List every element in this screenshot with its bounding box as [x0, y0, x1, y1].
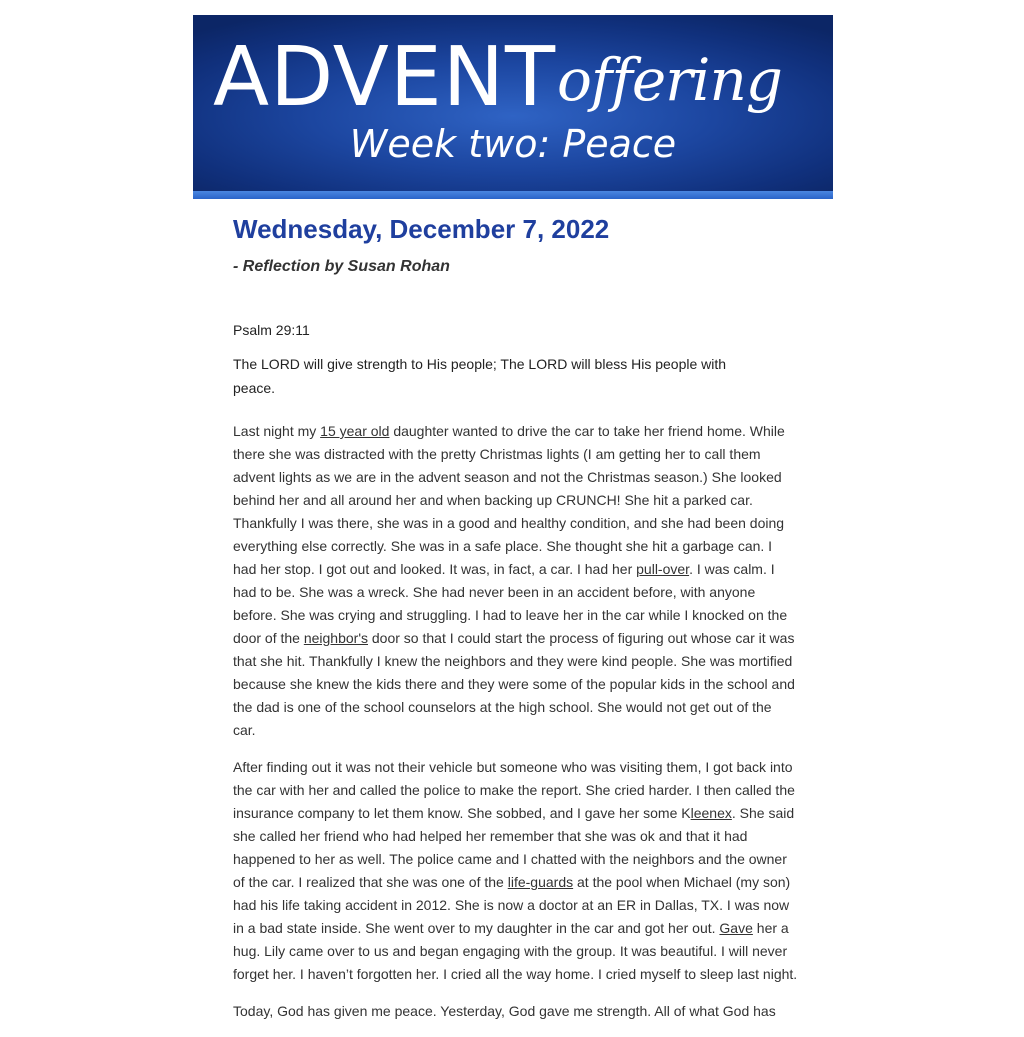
- underlined-phrase: pull-over: [636, 561, 690, 577]
- banner-subtitle: Week two: Peace: [349, 122, 677, 166]
- underlined-phrase: leenex: [690, 805, 732, 821]
- text-span: daughter wanted to drive the car to take her friend home. While there she was distracted with the pretty Christmas lights (I am getting her to call them advent lights as we are in the advent season and not the Christmas season.) She looked behind her and all around her and when backing up CRUNCH! She hit a parked car. Thankfully I was there, she was in a good and healthy condition, and she had been doing everything else correctly. She was in a safe place. She thought she hit a garbage can. I had her stop. I got out and looked. It was, in fact, a car. I had her: [233, 423, 785, 577]
- underlined-phrase: Gave: [719, 920, 753, 936]
- psalm-text: The LORD will give strength to His people; The LORD will bless His people with peace.: [233, 356, 727, 396]
- paragraph-1: [233, 420, 798, 742]
- paragraph-3: [233, 1000, 798, 1023]
- text-span: . I was calm. I had to be. She was a wreck. She had never been in an accident before, with anyone before. She was crying and struggling. I had to leave her in the car while I knocked on the door of the: [233, 561, 788, 646]
- paragraph-2: [233, 756, 798, 986]
- reflection-date: Wednesday, December 7, 2022: [233, 214, 610, 244]
- reflection-content: [233, 212, 798, 1037]
- advent-banner: [193, 15, 833, 199]
- reflection-byline: - Reflection by Susan Rohan: [233, 258, 450, 275]
- psalm-reference: Psalm 29:11: [233, 322, 310, 338]
- text-span: her a hug. Lily came over to us and began engaging with the group. It was beautiful. I will never forget her. I haven’t forgotten her. I cried all the way home. I cried myself to sleep last night.: [233, 920, 798, 982]
- underlined-phrase: life-guards: [507, 874, 574, 890]
- banner-title-script: offering: [557, 46, 782, 114]
- banner-bottom-strip: [193, 191, 833, 199]
- text-span: Last night my: [233, 423, 321, 439]
- text-span: door so that I could start the process of figuring out whose car it was that she hit. Thankfully I knew the neighbors and they were kind people. She was mortified because she knew the kids there and they were some of the popular kids in the school and the dad is one of the school counselors at the high school. She would not get out of the car.: [233, 630, 795, 738]
- banner-title-main: ADVENT: [213, 30, 557, 125]
- text-span: at the pool when Michael (my son) had his life taking accident in 2012. She is now a doctor at an ER in Dallas, TX. I was now in a bad state inside. She went over to my daughter in the car and got her out.: [233, 874, 791, 936]
- text-span: After finding out it was not their vehicle but someone who was visiting them, I got back into the car with her and called the police to make the report. She cried harder. I then called the insurance company to let them know. She sobbed, and I gave her some K: [233, 759, 795, 821]
- text-span: . She said she called her friend who had helped her remember that she was ok and that it had happened to her as well. The police came and I chatted with the neighbors and the owner of the car. I realized that she was one of the: [233, 805, 795, 890]
- underlined-phrase: 15 year old: [320, 423, 390, 439]
- underlined-phrase: neighbor's: [303, 630, 368, 646]
- text-span: Today, God has given me peace. Yesterday, God gave me strength. All of what God has: [233, 1003, 776, 1019]
